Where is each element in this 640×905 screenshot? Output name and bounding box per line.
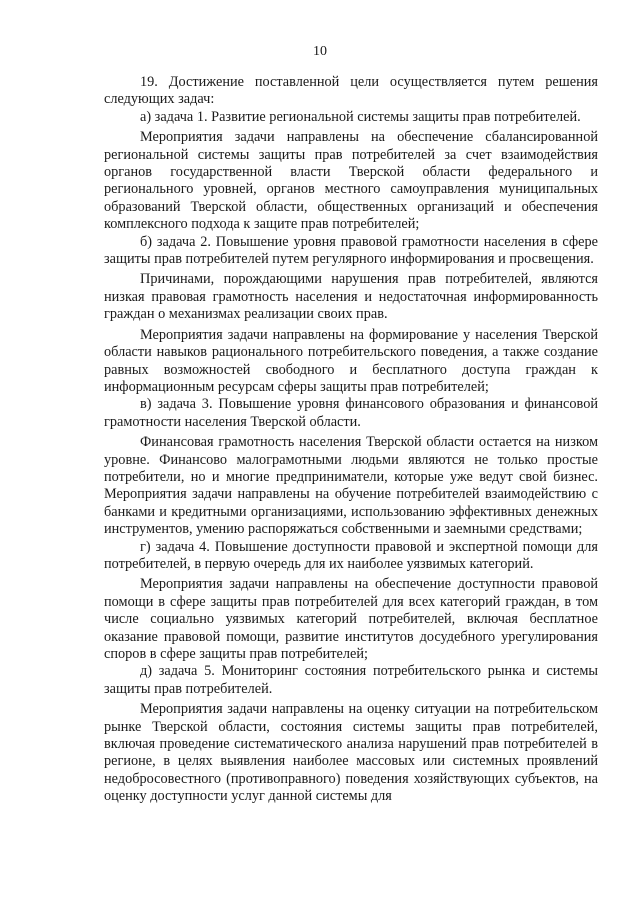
paragraph: 19. Достижение поставленной цели осуществляется путем решения следующих задач:: [104, 74, 598, 108]
page-number: 10: [313, 44, 327, 59]
paragraph: а) задача 1. Развитие региональной системы защиты прав потребителей.: [140, 108, 581, 125]
paragraph: Мероприятия задачи направлены на обеспечение сбалансированной региональной системы защиты прав потребителей за счет взаимодействия органов государственной власти Тверской области федерального и регионального уровней, органов местного самоуправления муниципальных образований Тверской области, общественных организаций и обеспечения комплексного подхода к защите прав потребителей;: [104, 129, 598, 233]
paragraph: Мероприятия задачи направлены на обеспечение доступности правовой помощи в сфере защиты прав потребителей для всех категорий граждан, в том числе социально уязвимых категорий потребителей, включая бесплатное оказание правовой помощи, развитие институтов досудебного урегулирования споров в сфере защиты прав потребителей;: [104, 576, 598, 662]
paragraph: в) задача 3. Повышение уровня финансового образования и финансовой грамотности населения Тверской области.: [104, 396, 598, 430]
paragraph: Мероприятия задачи направлены на оценку ситуации на потребительском рынке Тверской области, состояния системы защиты прав потребителей, включая проведение систематического анализа нарушений прав потребителей в регионе, в целях выявления наиболее массовых или системных проявлений недобросовестного (противоправного) поведения хозяйствующих субъектов, на оценку доступности услуг данной системы для: [104, 701, 598, 805]
paragraph: б) задача 2. Повышение уровня правовой грамотности населения в сфере защиты прав потребителей путем регулярного информирования и просвещения.: [104, 233, 598, 268]
paragraph: Причинами, порождающими нарушения прав потребителей, являются низкая правовая грамотность населения и недостаточная информированность граждан о механизмах реализации своих прав.: [104, 271, 598, 323]
paragraph: Финансовая грамотность населения Тверской области остается на низком уровне. Финансово малограмотными людьми являются не только простые потребители, но и многие предприниматели, которые уже ведут свой бизнес. Мероприятия задачи направлены на обучение потребителей взаимодействию с банками и кредитными организациями, использованию эффективных денежных инструментов, умению распоряжаться собственными и заемными средствами;: [104, 434, 598, 538]
paragraph: Мероприятия задачи направлены на формирование у населения Тверской области навыков рационального потребительского поведения, а также создание равных возможностей свободного и бесплатного доступа граждан к информационным ресурсам сферы защиты прав потребителей;: [104, 326, 598, 395]
paragraph: д) задача 5. Мониторинг состояния потребительского рынка и системы защиты прав потребителей.: [104, 663, 598, 697]
document-body: [104, 74, 598, 806]
paragraph: г) задача 4. Повышение доступности правовой и экспертной помощи для потребителей, в первую очередь для их наиболее уязвимых категорий.: [104, 538, 598, 572]
